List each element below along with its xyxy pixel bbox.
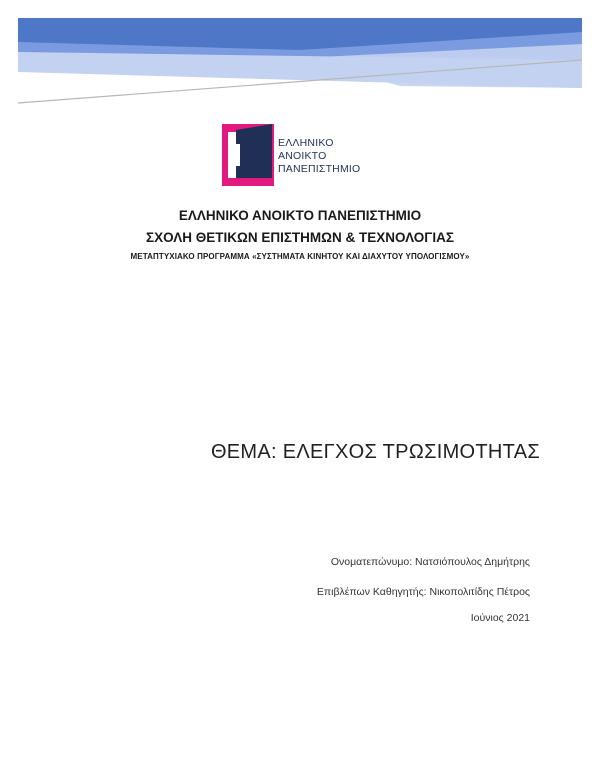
author-line: Ονοματεπώνυμο: Νατσιόπουλος Δημήτρης xyxy=(330,556,530,568)
logo-text-line-2: ΑΝΟΙΚΤΟ xyxy=(278,150,327,162)
thesis-topic: ΘΕΜΑ: ΕΛΕΓΧΟΣ ΤΡΩΣΙΜΟΤΗΤΑΣ xyxy=(210,441,540,463)
logo-white-slot xyxy=(230,144,240,166)
logo-navy-book xyxy=(236,124,272,178)
school-name: ΣΧΟΛΗ ΘΕΤΙΚΩΝ ΕΠΙΣΤΗΜΩΝ & ΤΕΧΝΟΛΟΓΙΑΣ xyxy=(146,230,454,245)
university-logo xyxy=(222,124,382,186)
logo-text-line-1: ΕΛΛΗΝΙΚΟ xyxy=(278,137,334,149)
supervisor-line: Επιβλέπων Καθηγητής: Νικοπολιτίδης Πέτρος xyxy=(316,586,530,598)
date-line: Ιούνιος 2021 xyxy=(470,612,530,624)
logo-text-line-3: ΠΑΝΕΠΙΣΤΗΜΙΟ xyxy=(278,163,361,175)
university-name: ΕΛΛΗΝΙΚΟ ΑΝΟΙΚΤΟ ΠΑΝΕΠΙΣΤΗΜΙΟ xyxy=(178,208,422,223)
logo-mark-icon xyxy=(222,124,274,186)
logo-text xyxy=(278,137,360,176)
program-name: ΜΕΤΑΠΤΥΧΙΑΚΟ ΠΡΟΓΡΑΜΜΑ «ΣΥΣΤΗΜΑΤΑ ΚΙΝΗΤΟΥ ΚΑΙ ΔΙΑΧΥΤΟΥ ΥΠΟΛΟΓΙΣΜΟΥ» xyxy=(130,252,470,261)
header-banner xyxy=(0,0,600,120)
